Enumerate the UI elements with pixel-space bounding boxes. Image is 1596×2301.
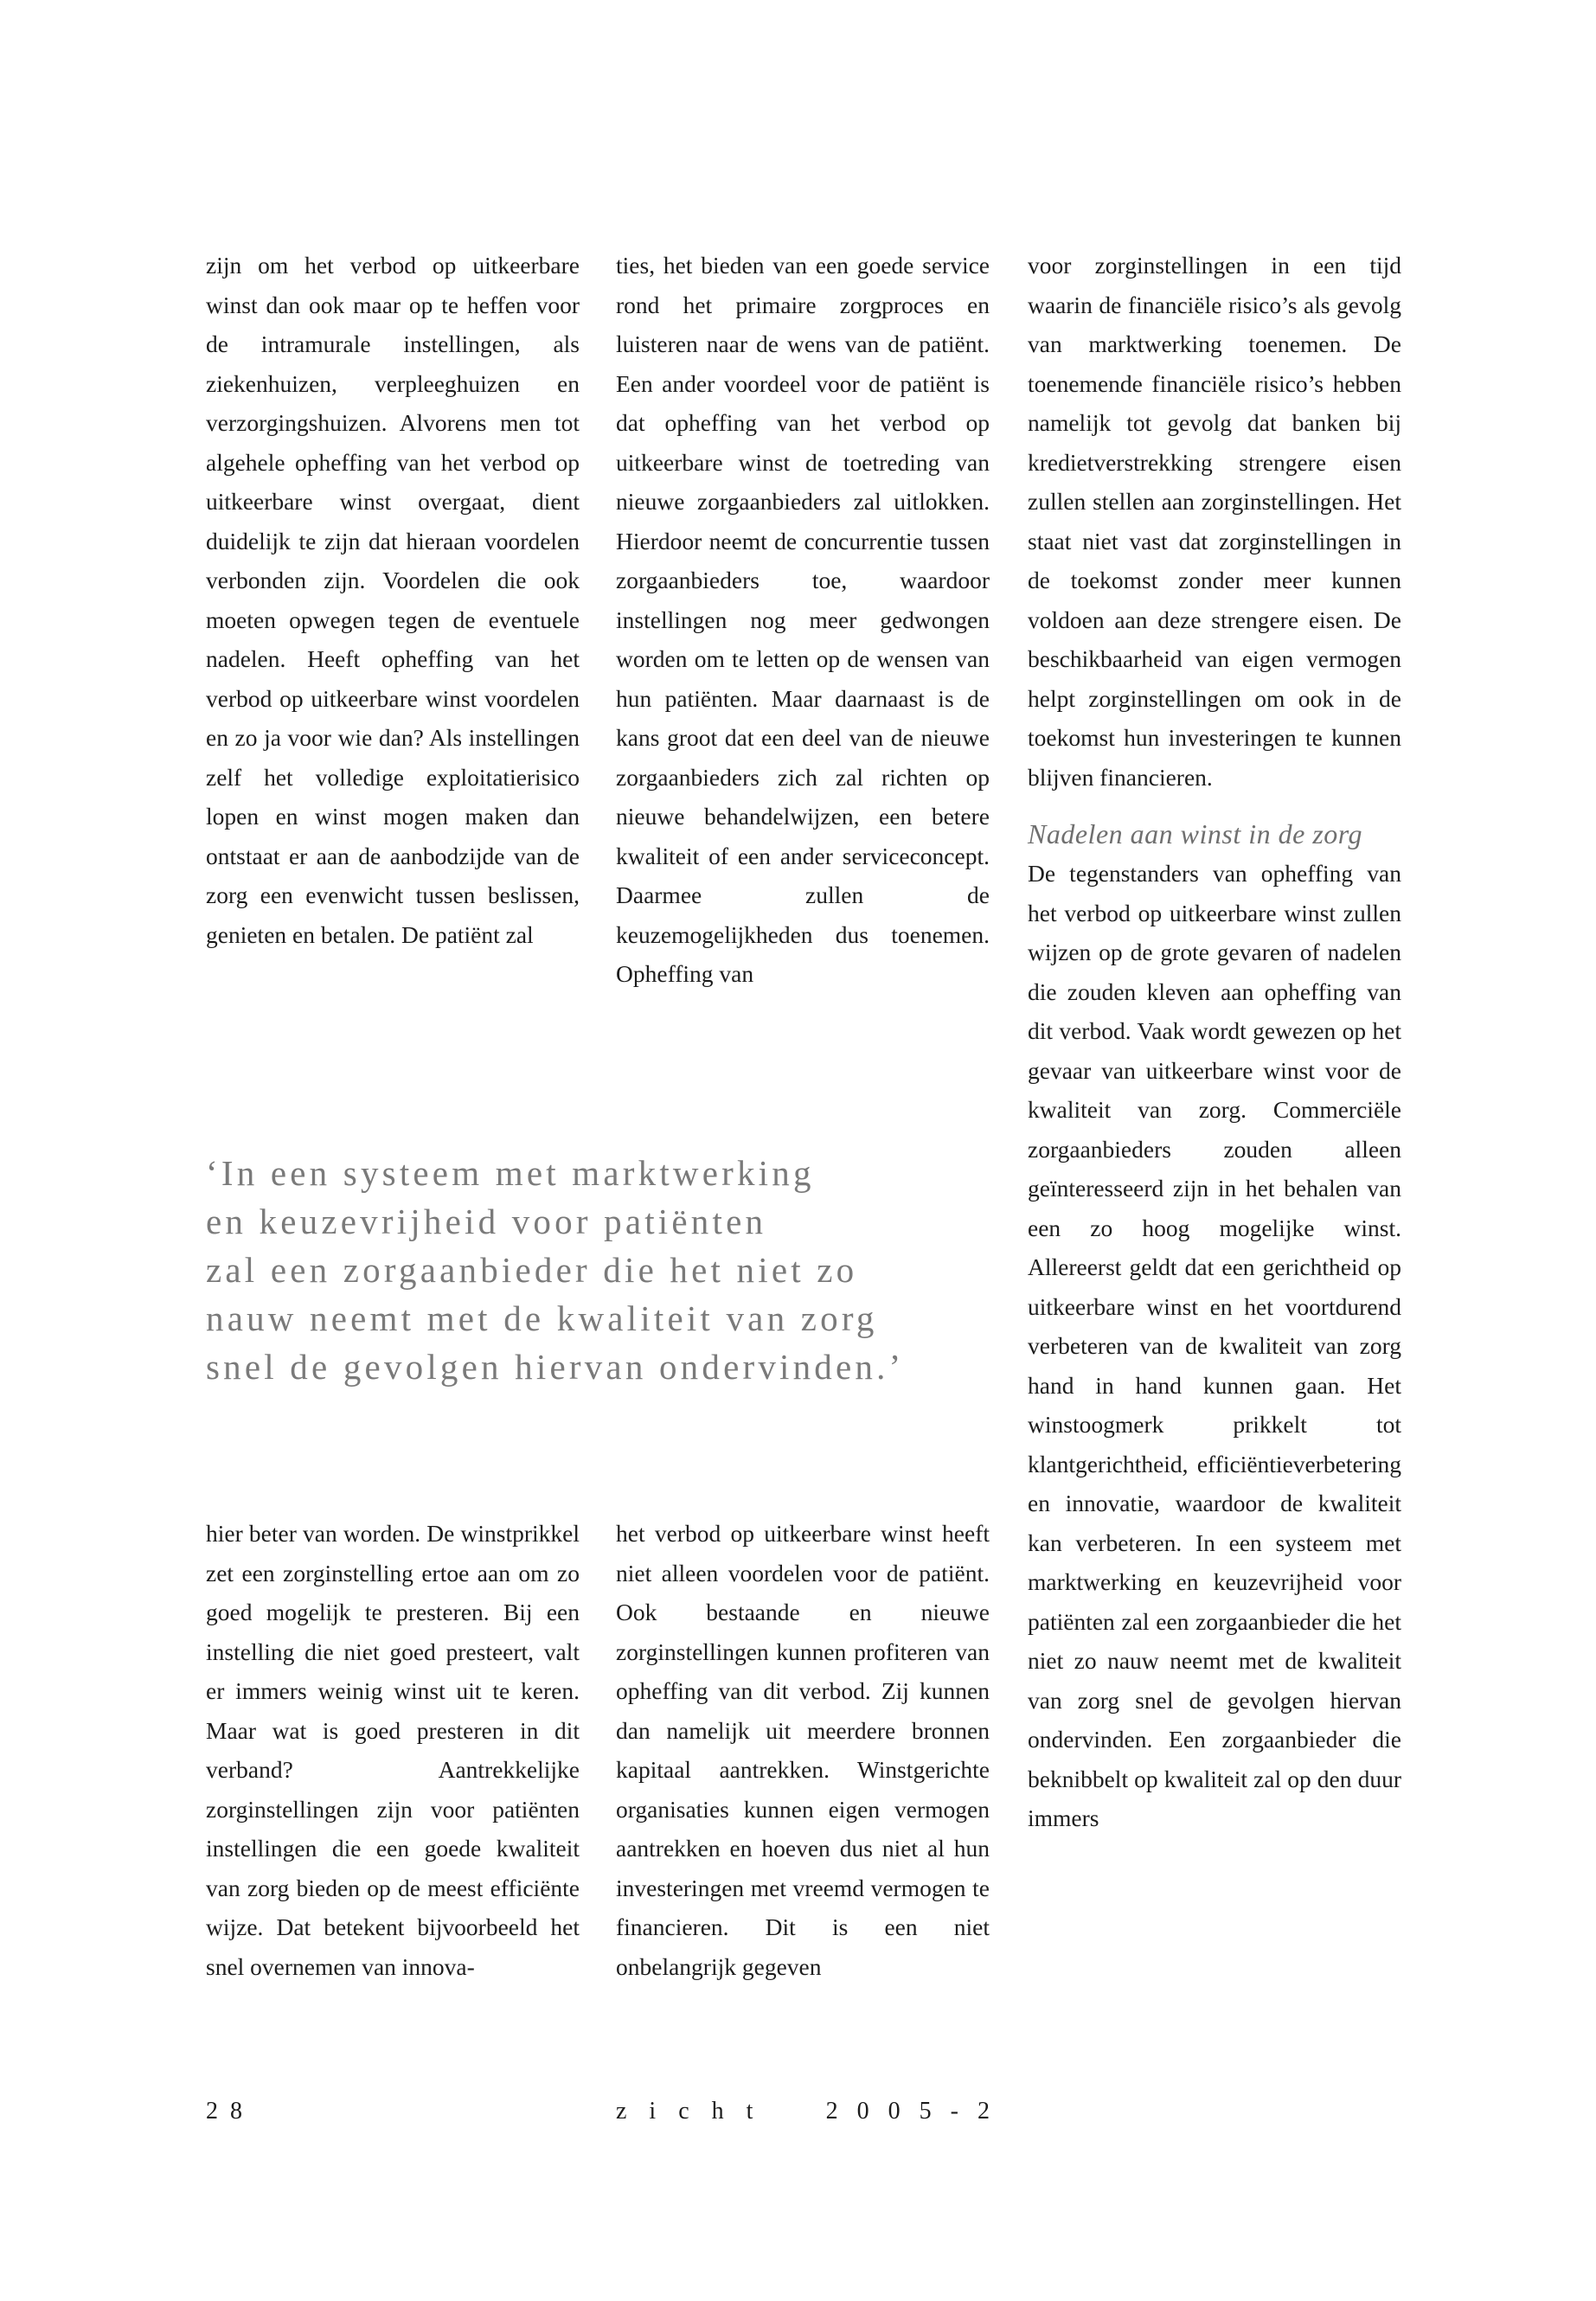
pull-quote [206,1149,984,1391]
body-paragraph: hier beter van worden. De winstprikkel zet een zorginstelling ertoe aan om zo goed mogelijk te presteren. Bij een instelling die niet goed presteert, valt er immers weinig winst uit te keren. Maar wat is goed presteren in dit verband? Aantrekkelijke zorginstellingen zijn voor patiënten instellingen die een goede kwaliteit van zorg bieden op de meest efficiënte wijze. Dat betekent bijvoorbeeld het snel overnemen van innova- [206,1520,580,1980]
body-paragraph: ties, het bieden van een goede service rond het primaire zorgproces en luisteren naar de wens van de patiënt. Een ander voordeel voor de patiënt is dat opheffing van het verbod op uitkeerbare winst de toetreding van nieuwe zorgaanbieders zal uitlokken. Hierdoor neemt de concurrentie tussen zorgaanbieders toe, waardoor instellingen nog meer gedwongen worden om te letten op de wensen van hun patiënten. Maar daarnaast is de kans groot dat een deel van de nieuwe zorgaanbieders zich zal richten op nieuwe behandelwijzen, een betere kwaliteit of een ander serviceconcept. Daarmee zullen de keuzemogelijkheden dus toenemen. Opheffing van [616,252,990,987]
journal-name: zicht [616,2098,776,2125]
body-paragraph: De tegenstanders van opheffing van het verbod op uitkeerbare winst zullen wijzen op de grote gevaren of nadelen die zouden kleven aan opheffing van dit verbod. Vaak wordt gewezen op het gevaar van uitkeerbare winst voor de kwaliteit van zorg. Commerciële zorgaanbieders zouden alleen geïnteresseerd zijn in het behalen van een zo hoog mogelijke winst. Allereerst geldt dat een gerichtheid op uitkeerbare winst en het voortdurend verbeteren van de kwaliteit van zorg hand in hand kunnen gaan. Het winstoogmerk prikkelt tot klantgerichtheid, efficiëntieverbetering en innovatie, waardoor de kwaliteit kan verbeteren. In een systeem met marktwerking en keuzevrijheid voor patiënten zal een zorgaanbieder die het niet zo nauw neemt met de kwaliteit van zorg snel de gevolgen hiervan ondervinden. Een zorgaanbieder die beknibbelt op kwaliteit zal op den duur immers [1028,860,1401,1831]
pull-quote-line: nauw neemt met de kwaliteit van zorg [206,1298,878,1338]
body-paragraph: voor zorginstellingen in een tijd waarin de financiële risico’s als gevolg van marktwerking toenemen. De toenemende financiële risico’s hebben namelijk tot gevolg dat banken bij kredietverstrekking strengere eisen zullen stellen aan zorginstellingen. Het staat niet vast dat zorginstellingen in de toekomst zonder meer kunnen voldoen aan deze strengere eisen. De beschikbaarheid van eigen vermogen helpt zorginstellingen om ook in de toekomst hun investeringen te kunnen blijven financieren. [1028,252,1401,791]
body-paragraph: het verbod op uitkeerbare winst heeft niet alleen voordelen voor de patiënt. Ook bestaande en nieuwe zorginstellingen kunnen profiteren van opheffing van dit verbod. Zij kunnen dan namelijk uit meerdere bronnen kapitaal aantrekken. Winstgerichte organisaties kunnen eigen vermogen aantrekken en hoeven dus niet al hun investeringen met vreemd vermogen te financieren. Dit is een niet onbelangrijk gegeven [616,1520,990,1980]
pull-quote-line: snel de gevolgen hiervan ondervinden.’ [206,1347,905,1387]
pull-quote-line: ‘In een systeem met marktwerking [206,1153,815,1193]
column-top-middle [616,246,990,994]
footer-journal [616,2098,1009,2125]
journal-issue: 2005-2 [825,2098,1009,2125]
body-paragraph: zijn om het verbod op uitkeerbare winst dan ook maar op te heffen voor de intramurale instellingen, als ziekenhuizen, verpleeghuizen en verzorgingshuizen. Alvorens men tot algehele opheffing van het verbod op uitkeerbare winst overgaat, dient duidelijk te zijn dat hieraan voordelen verbonden zijn. Voordelen die ook moeten opwegen tegen de eventuele nadelen. Heeft opheffing van het verbod op uitkeerbare winst voordelen en zo ja voor wie dan? Als instellingen zelf het volledige exploitatierisico lopen en winst mogen maken dan ontstaat er aan de aanbodzijde van de zorg een evenwicht tussen beslissen, genieten en betalen. De patiënt zal [206,252,580,948]
column-right [1028,246,1401,1838]
pull-quote-line: zal een zorgaanbieder die het niet zo [206,1250,858,1290]
section-subheading: Nadelen aan winst in de zorg [1028,818,1363,849]
column-bottom-left [206,1514,580,1986]
column-bottom-middle [616,1514,990,1986]
pull-quote-line: en keuzevrijheid voor patiënten [206,1202,767,1241]
page-number: 28 [206,2098,254,2125]
column-top-left [206,246,580,954]
